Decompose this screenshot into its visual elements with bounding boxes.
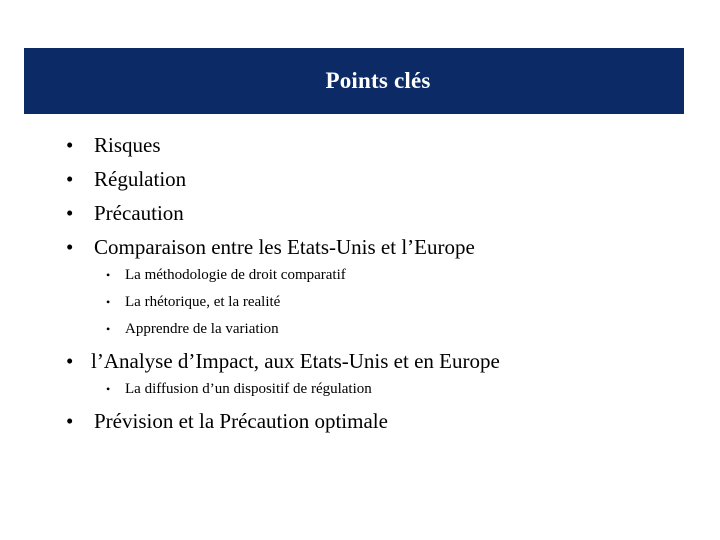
bullet-text: La méthodologie de droit comparatif (125, 267, 346, 283)
bullet-icon: • (106, 382, 111, 396)
bullet-text: Prévision et la Précaution optimale (94, 409, 388, 433)
bullet-icon: • (66, 409, 74, 433)
bullet-icon: • (66, 235, 74, 259)
bullet-icon: • (106, 295, 111, 309)
bullet-text: Précaution (94, 201, 184, 225)
bullet-icon: • (66, 201, 74, 225)
bullet-text: La diffusion d’un dispositif de régulation (125, 381, 372, 397)
bullet-text: La rhétorique, et la realité (125, 294, 281, 310)
bullet-icon: • (106, 322, 111, 336)
bullet-text: l’Analyse d’Impact, aux Etats-Unis et en Europe (91, 349, 500, 373)
bullet-text: Comparaison entre les Etats-Unis et l’Europe (94, 235, 475, 259)
bullet-text: Régulation (94, 167, 187, 191)
title-bar (24, 48, 684, 114)
bullet-icon: • (66, 349, 74, 373)
bullet-icon: • (66, 133, 74, 157)
bullet-text: Risques (94, 133, 161, 157)
bullet-icon: • (106, 268, 111, 282)
bullet-icon: • (66, 167, 74, 191)
bullet-text: Apprendre de la variation (125, 321, 279, 337)
slide-title: Points clés (325, 68, 431, 93)
